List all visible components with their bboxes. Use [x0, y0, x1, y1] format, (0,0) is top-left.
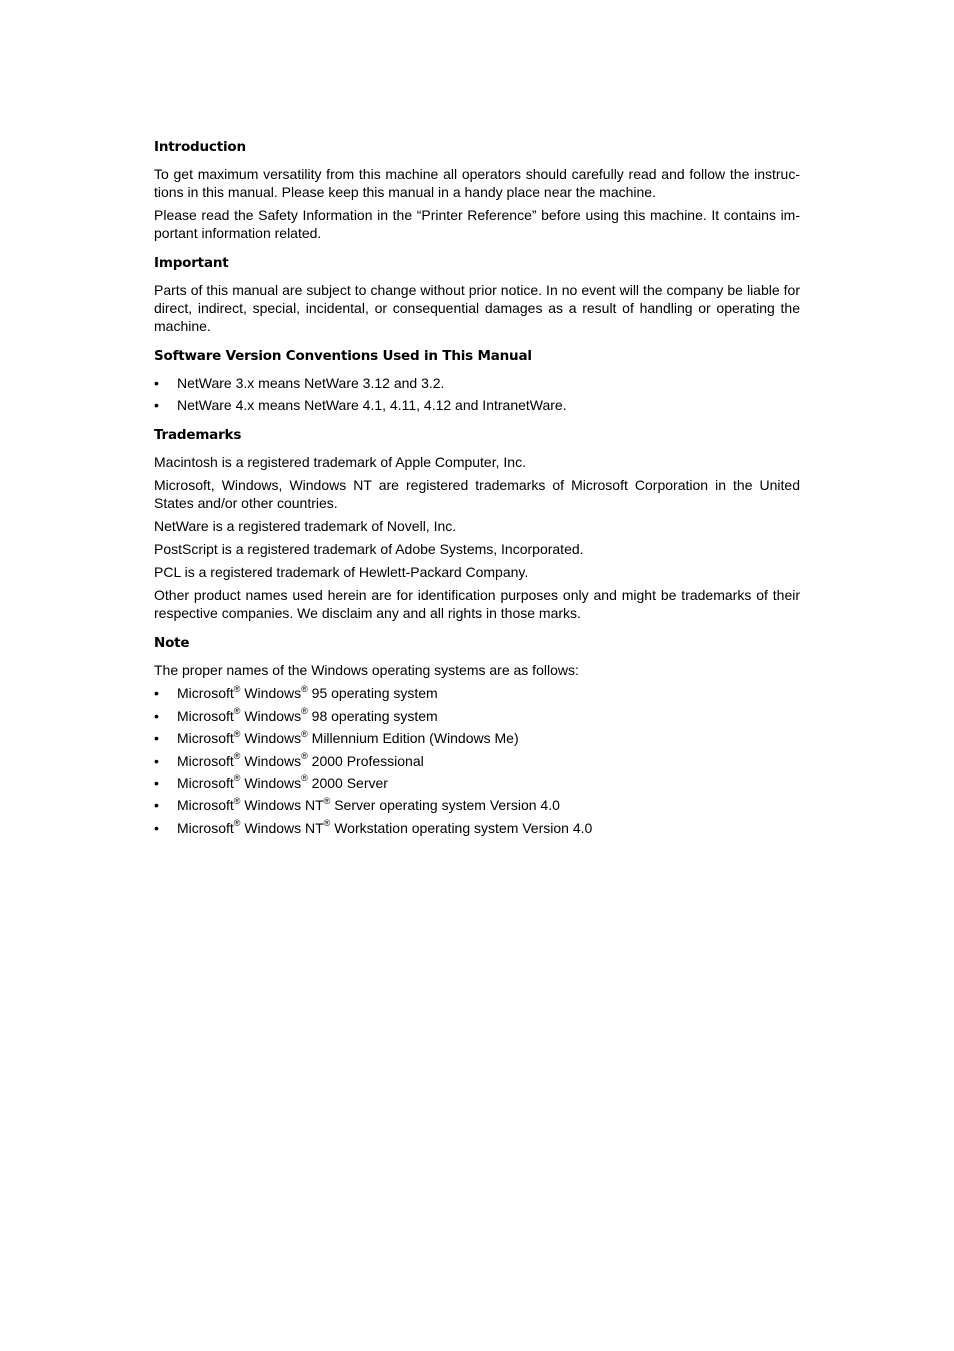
- list-item: • NetWare 3.x means NetWare 3.12 and 3.2.: [154, 374, 800, 392]
- windows-list: [154, 684, 800, 836]
- registered-mark: ®: [233, 818, 241, 829]
- list-item: • Microsoft® Windows® Millennium Edition (Windows Me): [154, 729, 800, 747]
- manual-page: [154, 137, 800, 848]
- registered-mark: ®: [233, 773, 241, 784]
- list-item: • Microsoft® Windows® 95 operating system: [154, 684, 800, 702]
- introduction-section: [154, 137, 800, 242]
- registered-mark: ®: [233, 728, 241, 739]
- list-item: • Microsoft® Windows® 2000 Professional: [154, 752, 800, 770]
- registered-mark: ®: [233, 795, 241, 806]
- note-section: [154, 633, 800, 836]
- list-item: • Microsoft® Windows NT® Server operating system Version 4.0: [154, 796, 800, 814]
- list-item: • NetWare 4.x means NetWare 4.1, 4.11, 4.12 and IntranetWare.: [154, 396, 800, 414]
- registered-mark: ®: [301, 706, 308, 717]
- note-intro: The proper names of the Windows operating systems are as follows:: [154, 662, 579, 679]
- trademarks-section: [154, 425, 800, 622]
- introduction-paragraph-2: Please read the Safety Information in the “Printer Reference” before using this machine. It contains im-portant information related.: [154, 207, 800, 241]
- trademark-paragraph: Other product names used herein are for identification purposes only and might be trademarks of their respective companies. We disclaim any and all rights in those marks.: [154, 587, 800, 622]
- registered-mark: ®: [323, 795, 331, 806]
- trademark-paragraph: PostScript is a registered trademark of Adobe Systems, Incorporated.: [154, 541, 584, 558]
- registered-mark: ®: [233, 706, 241, 717]
- note-heading: Note: [154, 635, 190, 652]
- trademark-paragraph: NetWare is a registered trademark of Novell, Inc.: [154, 518, 457, 535]
- important-section: [154, 253, 800, 335]
- list-item: • Microsoft® Windows® 98 operating system: [154, 707, 800, 725]
- list-item: • Microsoft® Windows NT® Workstation operating system Version 4.0: [154, 819, 800, 837]
- important-paragraph: Parts of this manual are subject to change without prior notice. In no event will the company be liable for direct, indirect, special, incidental, or consequential damages as a result of handling or operating the machine.: [154, 282, 800, 334]
- trademarks-heading: Trademarks: [154, 427, 242, 444]
- introduction-paragraph-1: To get maximum versatility from this machine all operators should carefully read and follow the instruc-tions in this manual. Please keep this manual in a handy place near the machine.: [154, 166, 800, 200]
- registered-mark: ®: [301, 683, 308, 694]
- registered-mark: ®: [301, 728, 308, 739]
- registered-mark: ®: [233, 750, 241, 761]
- software-section: [154, 346, 800, 414]
- software-heading: Software Version Conventions Used in This Manual: [154, 348, 532, 364]
- registered-mark: ®: [301, 773, 308, 784]
- important-heading: Important: [154, 255, 229, 271]
- list-item: • Microsoft® Windows® 2000 Server: [154, 774, 800, 792]
- software-list: [154, 374, 800, 414]
- trademark-paragraph: PCL is a registered trademark of Hewlett-Packard Company.: [154, 564, 529, 581]
- trademark-paragraph: Microsoft, Windows, Windows NT are registered trademarks of Microsoft Corporation in the United States and/or other countries.: [154, 477, 800, 512]
- registered-mark: ®: [323, 818, 331, 829]
- introduction-heading: Introduction: [154, 139, 246, 155]
- trademark-paragraph: Macintosh is a registered trademark of Apple Computer, Inc.: [154, 454, 526, 471]
- registered-mark: ®: [233, 683, 241, 694]
- registered-mark: ®: [301, 750, 308, 761]
